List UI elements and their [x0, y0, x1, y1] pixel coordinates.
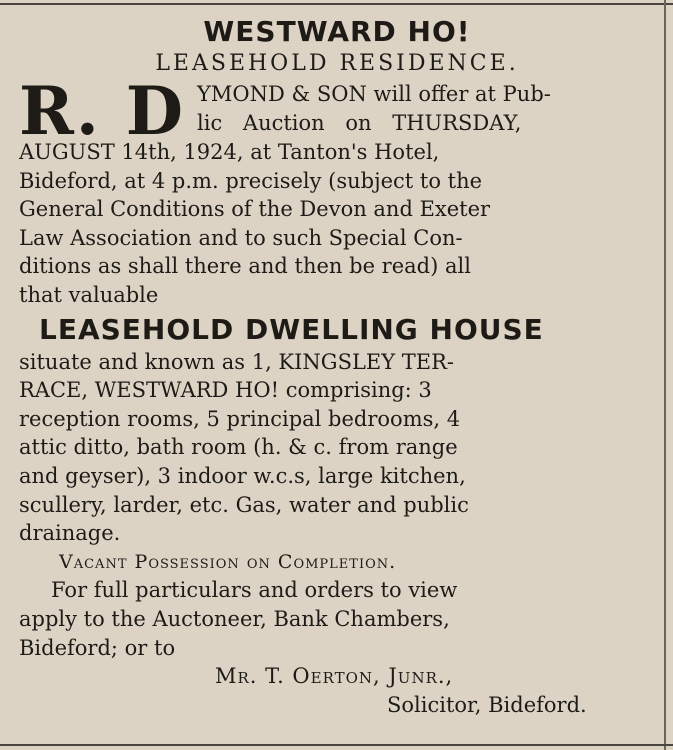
description-line: reception rooms, 5 principal bedrooms, 4: [19, 406, 461, 431]
description-line: drainage.: [19, 521, 121, 546]
body-line: Law Association and to such Special Con-: [19, 225, 463, 250]
particulars-line: For full particulars and orders to view: [51, 578, 458, 603]
solicitor-title: Solicitor, Bideford.: [387, 692, 587, 717]
subheadline: LEASEHOLD RESIDENCE.: [155, 51, 519, 76]
body-line: ditions as shall there and then be read) all: [19, 254, 471, 279]
description-paragraph: [19, 348, 655, 548]
intro-line: lic Auction on THURSDAY,: [197, 110, 522, 135]
possession-notice: Vacant Possession on Completion.: [59, 550, 397, 573]
particulars-line: apply to the Auctoneer, Bank Chambers,: [19, 606, 450, 631]
bottom-rule: [0, 744, 673, 746]
description-line: and geyser), 3 indoor w.c.s, large kitchen,: [19, 463, 466, 488]
body-line: AUGUST 14th, 1924, at Tanton's Hotel,: [19, 140, 440, 164]
body-line: General Conditions of the Devon and Exeter: [19, 197, 491, 222]
advertisement-column: [19, 8, 655, 719]
column-rule: [664, 0, 666, 750]
property-heading: LEASEHOLD DWELLING HOUSE: [39, 312, 544, 346]
description-line: situate and known as 1, KINGSLEY TER-: [19, 349, 455, 374]
intro-line: YMOND & SON will offer at Pub-: [197, 82, 551, 106]
top-rule: [0, 3, 673, 5]
drop-cap: R. D: [19, 72, 186, 150]
particulars-line: Bideford; or to: [19, 635, 176, 660]
description-line: attic ditto, bath room (h. & c. from range: [19, 435, 458, 460]
headline: WESTWARD HO!: [203, 15, 471, 48]
particulars-paragraph: [19, 576, 655, 662]
solicitor-name: Mr. T. Oerton, Junr.,: [215, 664, 454, 689]
description-line: scullery, larder, etc. Gas, water and public: [19, 492, 469, 517]
body-line: that valuable: [19, 282, 159, 307]
body-line: Bideford, at 4 p.m. precisely (subject to the: [19, 168, 483, 193]
intro-paragraph: [19, 72, 655, 310]
description-line: RACE, WESTWARD HO! comprising: 3: [19, 378, 432, 403]
